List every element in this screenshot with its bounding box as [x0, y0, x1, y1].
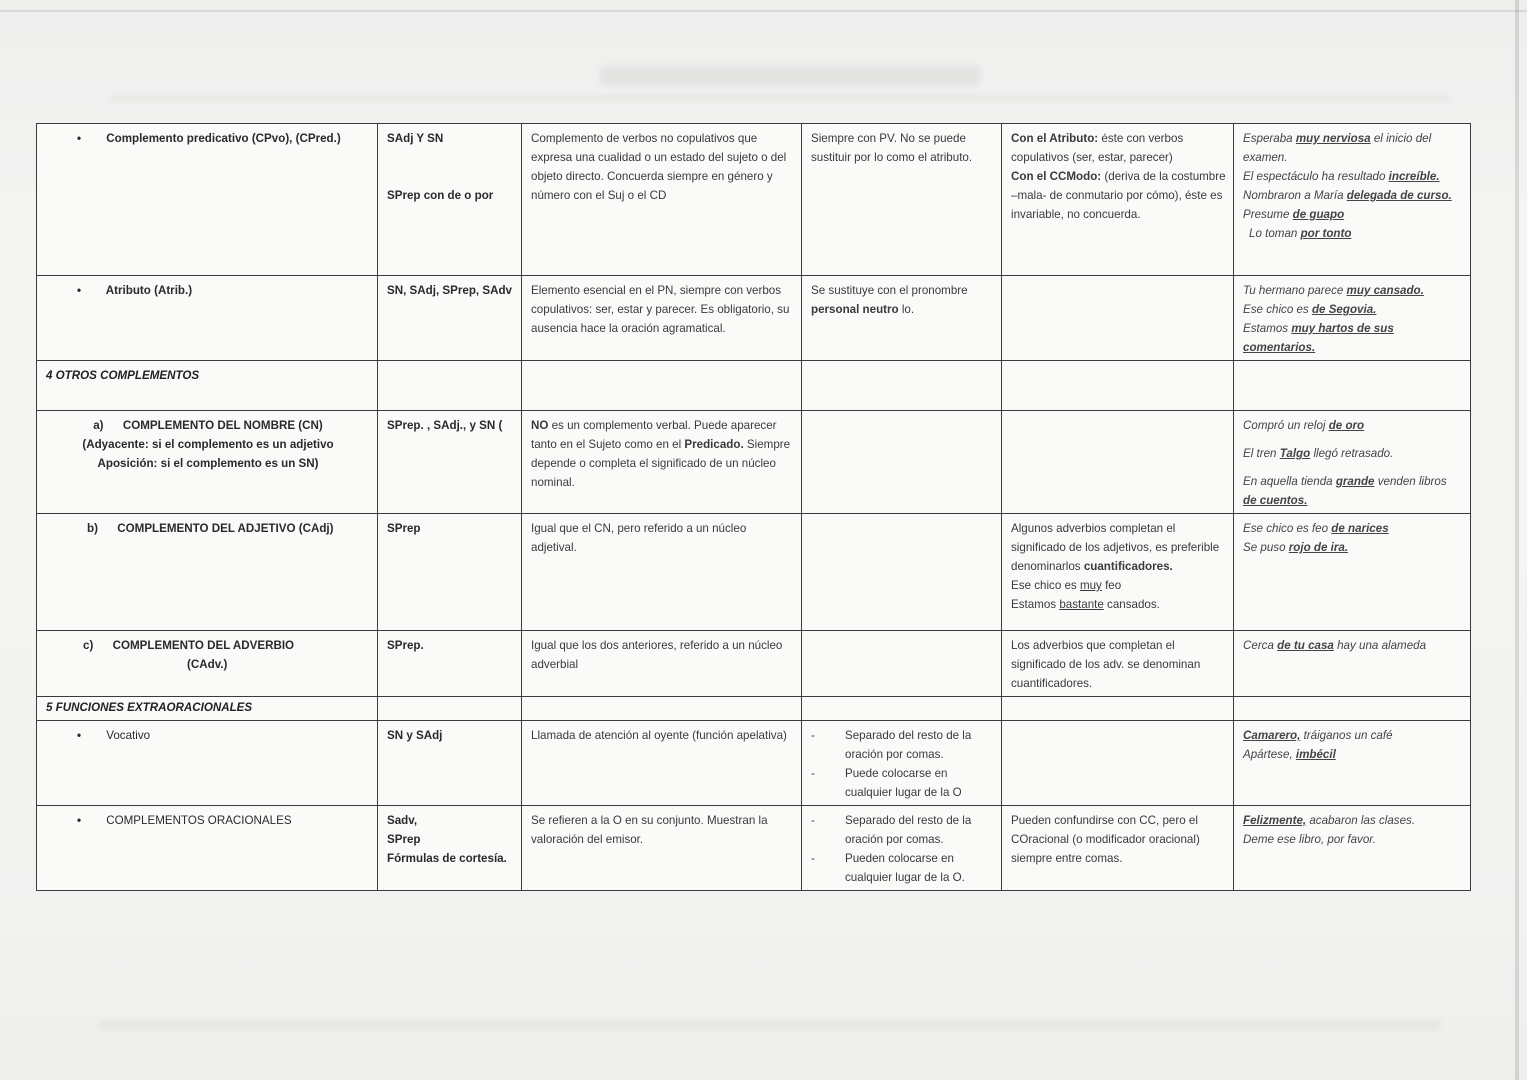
function-cell [37, 514, 378, 631]
confusion-text: (deriva de la costumbre –mala- de conmutario por cómo), éste es invariable, no concuerda. [1011, 170, 1226, 221]
bullet-icon: • [77, 284, 82, 297]
function-note: (CAdv.) [187, 658, 228, 671]
syntax-cell [378, 124, 522, 276]
table-row-cadv [37, 631, 1471, 697]
empty-cell [1002, 697, 1234, 721]
definition-cell [522, 631, 802, 697]
example-line: Nombraron a María delegada de curso. [1243, 189, 1452, 202]
section-row-4 [37, 361, 1471, 411]
example-line: Se puso rojo de ira. [1243, 541, 1349, 554]
examples-cell [1234, 514, 1471, 631]
examples-cell [1234, 276, 1471, 361]
syntax-cell [378, 514, 522, 631]
definition-text: Igual que los dos anteriores, referido a un núcleo adverbial [531, 639, 783, 671]
empty-cell [522, 361, 802, 411]
function-name: b) COMPLEMENTO DEL ADJETIVO (CAdj) [87, 522, 334, 535]
section-row-5 [37, 697, 1471, 721]
function-note: (Adyacente: si el complemento es un adjetivo [82, 438, 334, 451]
dash-icon: - [811, 814, 815, 827]
empty-cell [378, 697, 522, 721]
example-line: El tren Talgo llegó retrasado. [1243, 447, 1394, 460]
syntax-text: SPrep con de o por [387, 189, 494, 202]
dash-icon: - [811, 729, 815, 742]
example-line: Apártese, imbécil [1243, 748, 1336, 761]
function-name: a) COMPLEMENTO DEL NOMBRE (CN) [93, 419, 323, 432]
note-text: Pueden confundirse con CC, pero el COracional (o modificador oracional) siempre entre comas. [1011, 814, 1200, 865]
empty-cell [802, 631, 1002, 697]
empty-cell [802, 514, 1002, 631]
definition-text: Complemento de verbos no copulativos que expresa una cualidad o un estado del sujeto o del objeto directo. Concuerda siempre en género y número con el Suj o el CD [531, 132, 787, 202]
confusion-cell [1002, 124, 1234, 276]
syntax-text: Sadv, [387, 814, 418, 827]
example-line: En aquella tienda grande venden libros de cuentos. [1243, 475, 1447, 507]
syntax-text: SPrep. , SAdj., y SN ( [387, 419, 503, 432]
function-cell [37, 411, 378, 514]
note-text: Los adverbios que completan el significado de los adv. se denominan cuantificadores. [1011, 639, 1201, 690]
example-line: El espectáculo ha resultado increíble. [1243, 170, 1440, 183]
function-name: Atributo (Atrib.) [105, 284, 193, 297]
table-row-cpvo [37, 124, 1471, 276]
example-line: Camarero, tráiganos un café [1243, 729, 1393, 742]
note-cell [1002, 631, 1234, 697]
definition-text: Elemento esencial en el PN, siempre con verbos copulativos: ser, estar y parecer. Es obligatorio, su ausencia hace la oración agramatical. [531, 284, 790, 335]
definition-cell: NO es un complemento verbal. Puede aparecer tanto en el Sujeto como en el Predicado. Siempre depende o completa el significado de un núcleo nominal. [522, 411, 802, 514]
function-cell [37, 631, 378, 697]
definition-cell [522, 276, 802, 361]
function-name: Complemento predicativo (CPvo), (CPred.) [106, 132, 341, 145]
definition-cell [522, 514, 802, 631]
table-row-oracionales [37, 806, 1471, 891]
confusion-text: éste con verbos copulativos (ser, estar, parecer) [1011, 132, 1184, 164]
function-cell [37, 806, 378, 891]
bullet-icon: • [77, 132, 82, 145]
function-name: c) COMPLEMENTO DEL ADVERBIO [83, 639, 295, 652]
faded-bleed-through-footer [100, 1020, 1440, 1030]
confusion-label: Con el Atributo: [1011, 132, 1099, 145]
syntax-functions-table [36, 123, 1471, 891]
empty-cell [378, 361, 522, 411]
table-row-cn [37, 411, 1471, 514]
example-line: Deme ese libro, por favor. [1243, 833, 1376, 846]
section-heading-cell [37, 697, 378, 721]
empty-cell [802, 411, 1002, 514]
empty-cell [1002, 276, 1234, 361]
definition-cell [522, 124, 802, 276]
bullet-icon: • [77, 729, 82, 742]
empty-cell [802, 361, 1002, 411]
syntax-text: SPrep. [387, 639, 424, 652]
substitution-cell: - Separado del resto de la oración por comas. - Pueden colocarse en cualquier lugar de la O. [802, 806, 1002, 891]
empty-cell [1234, 361, 1471, 411]
empty-cell [1234, 697, 1471, 721]
dash-icon: - [811, 852, 815, 865]
examples-cell [1234, 411, 1471, 514]
definition-cell [522, 806, 802, 891]
examples-cell [1234, 721, 1471, 806]
table-row-vocativo [37, 721, 1471, 806]
function-cell [37, 721, 378, 806]
empty-cell [1002, 411, 1234, 514]
example-line: Estamos muy hartos de sus comentarios. [1243, 322, 1394, 354]
scan-right-edge [1515, 0, 1519, 1080]
section-heading: 4 OTROS COMPLEMENTOS [46, 369, 200, 382]
bullet-icon: • [77, 814, 82, 827]
syntax-cell [378, 806, 522, 891]
example-line: Lo toman por tonto [1249, 227, 1352, 240]
syntax-text: SPrep [387, 833, 421, 846]
example-line: Ese chico es feo de narices [1243, 522, 1389, 535]
syntax-cell [378, 411, 522, 514]
examples-cell: Cerca de tu casa hay una alameda [1234, 631, 1471, 697]
example-line: Presume de guapo [1243, 208, 1345, 221]
confusion-label: Con el CCModo: [1011, 170, 1102, 183]
examples-cell [1234, 124, 1471, 276]
section-heading: 5 FUNCIONES EXTRAORACIONALES [46, 701, 253, 714]
function-cell [37, 124, 378, 276]
faded-bleed-through-line [110, 95, 1450, 101]
function-cell [37, 276, 378, 361]
table-row-atributo [37, 276, 1471, 361]
syntax-text: SN, SAdj, SPrep, SAdv [387, 284, 512, 297]
dash-icon: - [811, 767, 815, 780]
definition-text: Se refieren a la O en su conjunto. Muestran la valoración del emisor. [531, 814, 768, 846]
note-cell: Algunos adverbios completan el significado de los adjetivos, es preferible denominarlos cuantificadores. Ese chico es muy feo Estamos bastante cansados. [1002, 514, 1234, 631]
substitution-text: Siempre con PV. No se puede sustituir por lo como el atributo. [811, 132, 973, 164]
syntax-cell [378, 631, 522, 697]
empty-cell [1002, 361, 1234, 411]
syntax-cell [378, 721, 522, 806]
substitution-cell [802, 124, 1002, 276]
section-heading-cell [37, 361, 378, 411]
empty-cell [1002, 721, 1234, 806]
example-line: Esperaba muy nerviosa el inicio del examen. [1243, 132, 1432, 164]
syntax-text: SAdj Y SN [387, 132, 444, 145]
example-line: Compró un reloj de oro [1243, 419, 1365, 432]
function-name: COMPLEMENTOS ORACIONALES [106, 814, 292, 827]
function-name: Vocativo [106, 729, 151, 742]
examples-cell [1234, 806, 1471, 891]
faded-bleed-through-title [600, 66, 980, 86]
note-cell [1002, 806, 1234, 891]
definition-text: Igual que el CN, pero referido a un núcleo adjetival. [531, 522, 747, 554]
empty-cell [522, 697, 802, 721]
example-line: Ese chico es de Segovia. [1243, 303, 1377, 316]
substitution-cell: Se sustituye con el pronombre personal neutro lo. [802, 276, 1002, 361]
scan-top-edge [0, 10, 1527, 12]
table-row-cadj [37, 514, 1471, 631]
function-note: Aposición: si el complemento es un SN) [97, 457, 319, 470]
syntax-cell [378, 276, 522, 361]
definition-text: Llamada de atención al oyente (función apelativa) [531, 729, 787, 742]
definition-cell [522, 721, 802, 806]
syntax-text: SN y SAdj [387, 729, 443, 742]
substitution-cell: - Separado del resto de la oración por comas. - Puede colocarse en cualquier lugar de la O [802, 721, 1002, 806]
empty-cell [802, 697, 1002, 721]
example-line: Tu hermano parece muy cansado. [1243, 284, 1424, 297]
example-line: Felizmente, acabaron las clases. [1243, 814, 1416, 827]
syntax-text: Fórmulas de cortesía. [387, 852, 507, 865]
syntax-text: SPrep [387, 522, 421, 535]
